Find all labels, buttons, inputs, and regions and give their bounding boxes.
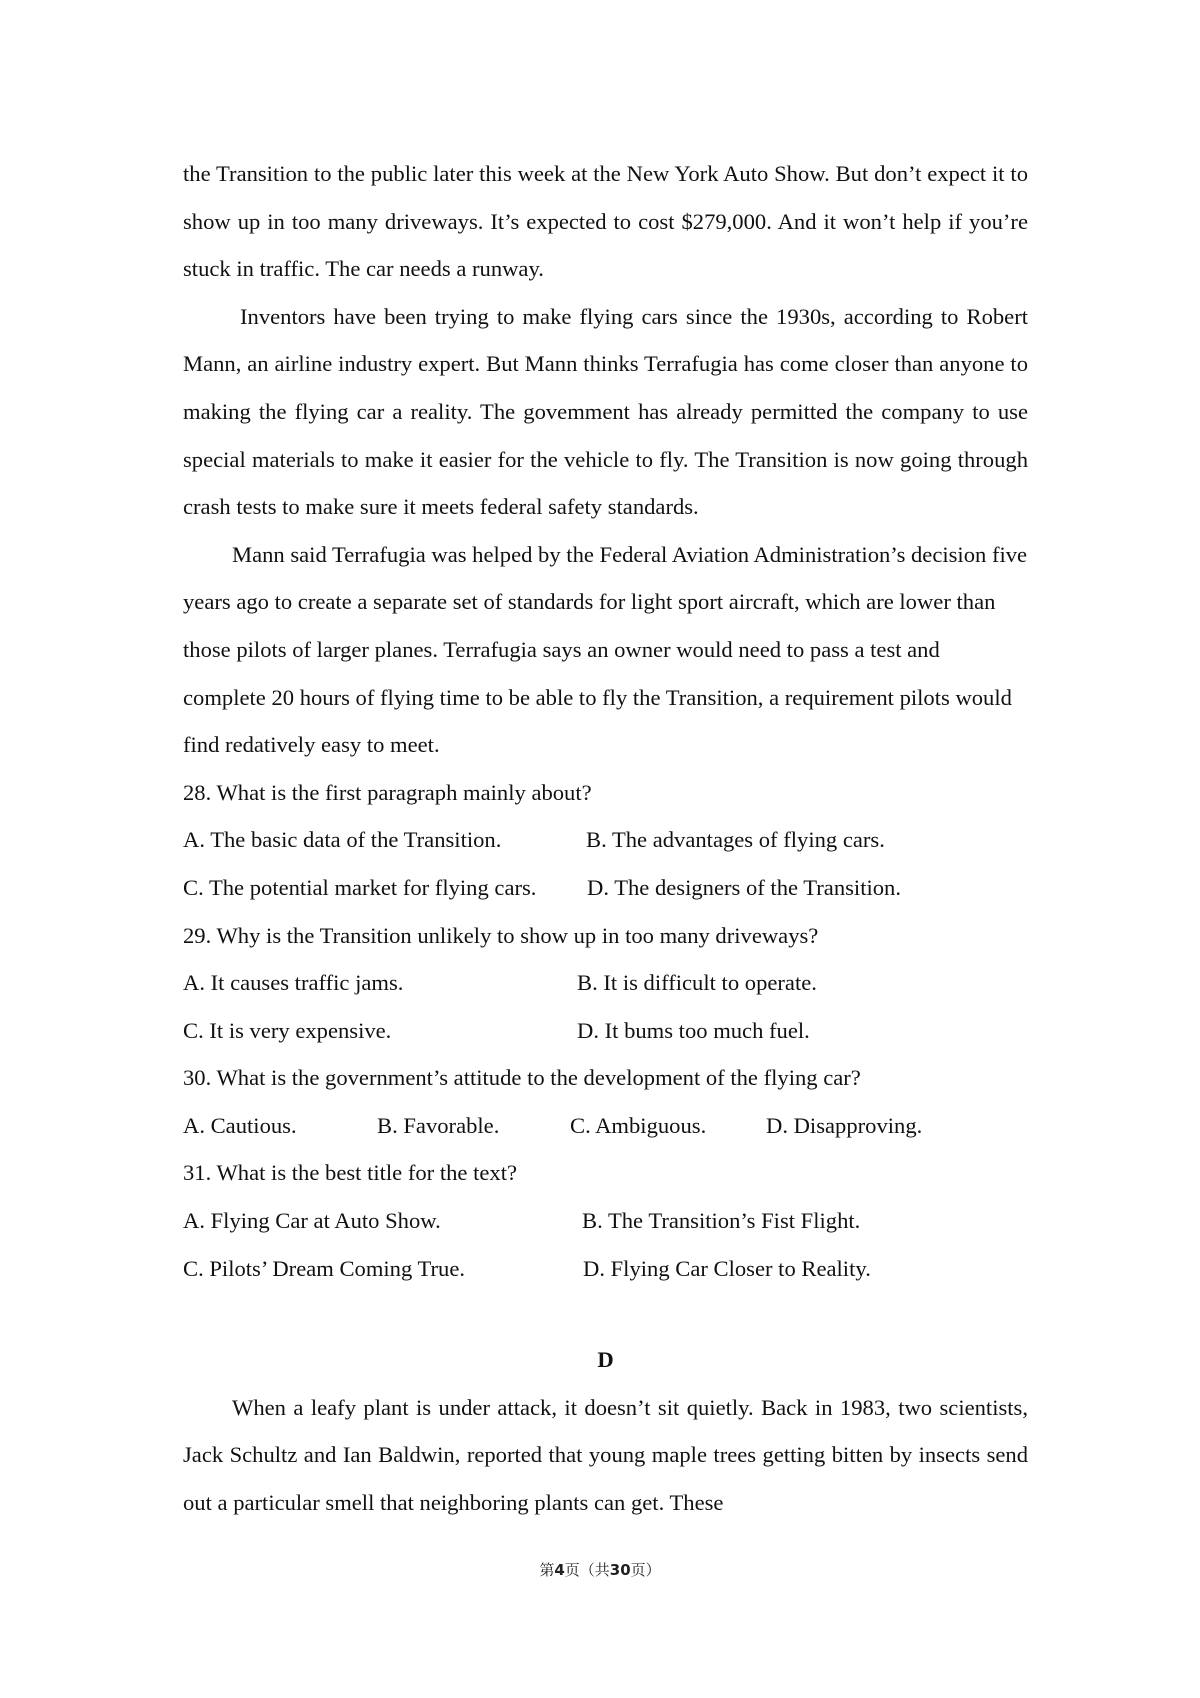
footer-page-number: 4	[554, 1561, 565, 1579]
option-a: A. Flying Car at Auto Show.	[183, 1208, 441, 1234]
option-a: A. It causes traffic jams.	[183, 970, 404, 996]
question-29	[183, 912, 1028, 1055]
option-c: C. Ambiguous.	[570, 1112, 707, 1138]
option-b: B. The advantages of flying cars.	[586, 827, 885, 853]
option-row	[183, 1007, 1028, 1055]
footer-middle: 页（共	[564, 1561, 610, 1579]
option-b: B. It is difficult to operate.	[577, 970, 817, 996]
footer-prefix: 第	[539, 1561, 555, 1579]
option-d: D. The designers of the Transition.	[587, 874, 901, 900]
question-30	[183, 1054, 1028, 1149]
passage-c-paragraph-3: Mann said Terrafugia was helped by the Federal Aviation Administration’s decision five years ago to create a separate set of standards for light sport aircraft, which are lower than those pilots of larger planes. Terrafugia says an owner would need to pass a test and complete 20 hours of flying time to be able to fly the Transition, a requirement pilots would find redatively easy to meet.	[183, 541, 1028, 758]
option-d: D. Flying Car Closer to Reality.	[583, 1255, 871, 1281]
question-stem: 28. What is the first paragraph mainly about?	[183, 779, 592, 805]
footer-total-pages: 30	[609, 1561, 631, 1579]
option-row	[183, 864, 1028, 912]
option-d: D. It bums too much fuel.	[577, 1017, 810, 1043]
option-b: B. Favorable.	[377, 1112, 500, 1138]
question-31	[183, 1149, 1028, 1292]
passage-d-paragraph-1: When a leafy plant is under attack, it doesn’t sit quietly. Back in 1983, two scientists, Jack Schultz and Ian Baldwin, reported that young maple trees getting bitten by insects send out a particular smell that neighboring plants can get. These	[183, 1394, 1028, 1516]
page-content	[183, 150, 1028, 1527]
question-stem: 31. What is the best title for the text?	[183, 1160, 518, 1186]
passage-c-paragraph-2: Inventors have been trying to make flying cars since the 1930s, according to Robert Mann, an airline industry expert. But Mann thinks Terrafugia has come closer than anyone to making the flying car a reality. The govemment has already permitted the company to use special materials to make it easier for the vehicle to fly. The Transition is now going through crash tests to make sure it meets federal safety standards.	[183, 303, 1028, 520]
option-row	[183, 1197, 1028, 1245]
option-c: C. Pilots’ Dream Coming True.	[183, 1255, 466, 1281]
question-stem: 29. Why is the Transition unlikely to show up in too many driveways?	[183, 922, 819, 948]
option-row	[183, 1245, 1028, 1293]
option-row	[183, 1102, 1028, 1150]
section-heading: D	[597, 1347, 614, 1373]
footer-suffix: 页）	[630, 1561, 661, 1579]
option-row	[183, 959, 1028, 1007]
option-a: A. The basic data of the Transition.	[183, 827, 502, 853]
option-c: C. It is very expensive.	[183, 1017, 392, 1043]
page-footer	[0, 1559, 1200, 1580]
passage-c-paragraph-1: the Transition to the public later this week at the New York Auto Show. But don’t expect it to show up in too many driveways. It’s expected to cost $279,000. And it won’t help if you’re stuck in traffic. The car needs a runway.	[183, 161, 1028, 282]
option-d: D. Disapproving.	[766, 1112, 923, 1138]
option-row	[183, 816, 1028, 864]
option-b: B. The Transition’s Fist Flight.	[582, 1208, 861, 1234]
option-c: C. The potential market for flying cars.	[183, 874, 537, 900]
question-stem: 30. What is the government’s attitude to the development of the flying car?	[183, 1065, 861, 1091]
question-28	[183, 769, 1028, 912]
option-a: A. Cautious.	[183, 1112, 297, 1138]
